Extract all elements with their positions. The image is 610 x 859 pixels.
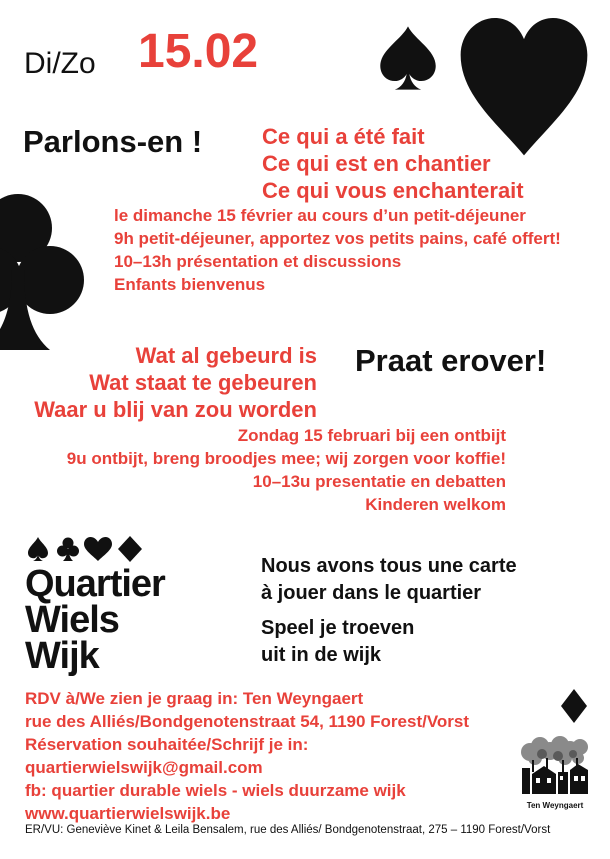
- slogan-fr-1: Nous avons tous une carte: [261, 555, 517, 577]
- fr-detail-3: 10–13h présentation et discussions: [114, 252, 402, 271]
- day-labels: Di/Zo: [24, 47, 96, 80]
- nl-title: Praat erover!: [355, 343, 547, 378]
- info-line-1: RDV à/We zien je graag in: Ten Weyngaert: [25, 689, 364, 708]
- event-date: 15.02: [138, 25, 259, 78]
- club-icon: [0, 190, 92, 360]
- info-line-3: Réservation souhaitée/Schrijf je in:: [25, 735, 309, 754]
- footer-publisher: ER/VU: Geneviève Kinet & Leila Bensalem, rue des Alliés/ Bondgenotenstraat, 275 – 1190 Forest/Vorst: [25, 824, 551, 836]
- nl-detail-3: 10–13u presentatie en debatten: [252, 472, 506, 491]
- fr-headline-3: Ce qui vous enchanterait: [262, 178, 524, 203]
- spade-icon: [375, 25, 441, 91]
- partner-name: Ten Weyngaert: [526, 801, 584, 810]
- nl-detail-2: 9u ontbijt, breng broodjes mee; wij zorgen voor koffie!: [66, 449, 506, 468]
- info-website[interactable]: www.quartierwielswijk.be: [25, 804, 231, 823]
- fr-headline-1: Ce qui a été fait: [262, 124, 425, 149]
- nl-headline-3: Waar u blij van zou worden: [34, 397, 317, 422]
- logo-line-quartier: Quartier: [25, 563, 165, 605]
- nl-detail-4: Kinderen welkom: [365, 495, 506, 514]
- partner-logo: [520, 736, 590, 808]
- nl-detail-1: Zondag 15 februari bij een ontbijt: [237, 426, 506, 445]
- diamond-icon: [561, 689, 587, 723]
- fr-detail-2: 9h petit-déjeuner, apportez vos petits pains, café offert!: [114, 229, 561, 248]
- logo-line-wiels: Wiels: [25, 599, 119, 641]
- fr-headline-2: Ce qui est en chantier: [262, 151, 491, 176]
- card-suits-icon: [26, 536, 146, 562]
- slogan-nl-1: Speel je troeven: [261, 617, 415, 639]
- slogan-fr-2: à jouer dans le quartier: [261, 582, 482, 604]
- fr-detail-4: Enfants bienvenus: [114, 275, 266, 294]
- info-line-2: rue des Alliés/Bondgenotenstraat 54, 1190 Forest/Vorst: [25, 712, 470, 731]
- slogan-nl-2: uit in de wijk: [261, 644, 382, 666]
- info-facebook[interactable]: fb: quartier durable wiels - wiels duurzame wijk: [25, 781, 406, 800]
- fr-title: Parlons-en !: [23, 124, 203, 159]
- info-email[interactable]: quartierwielswijk@gmail.com: [25, 758, 263, 777]
- nl-headline-1: Wat al gebeurd is: [135, 343, 317, 368]
- partner-logo-icon: [520, 736, 590, 794]
- heart-icon: [458, 18, 590, 158]
- fr-detail-1: le dimanche 15 février au cours d’un petit-déjeuner: [114, 206, 526, 225]
- logo-line-wijk: Wijk: [25, 635, 99, 677]
- nl-headline-2: Wat staat te gebeuren: [89, 370, 317, 395]
